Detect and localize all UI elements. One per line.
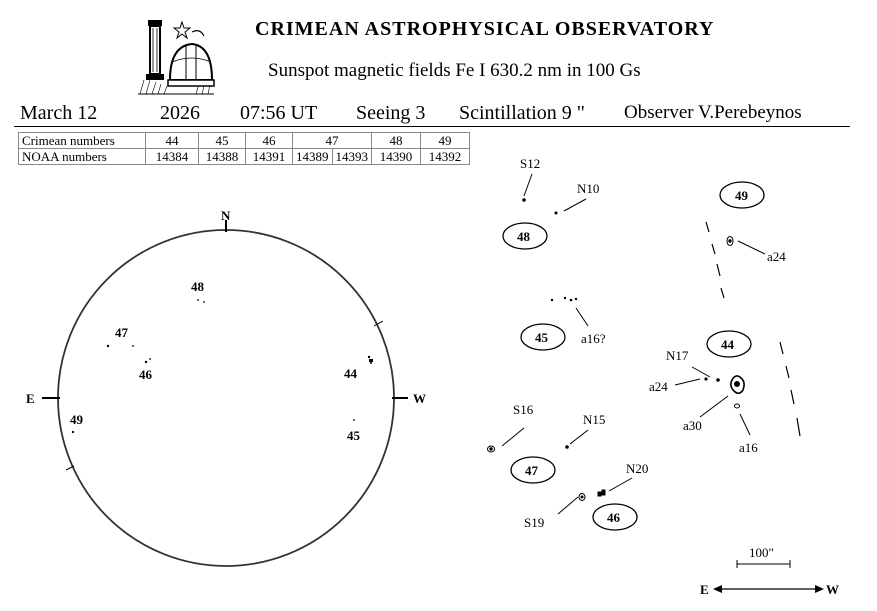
observation-year: 2026 [160, 102, 200, 124]
ew-west-label: W [826, 582, 839, 597]
disk-region-label: 46 [139, 367, 152, 382]
disk-region-label: 48 [191, 279, 204, 294]
spot-label: S16 [513, 402, 534, 417]
crimean-number: 48 [372, 133, 421, 149]
east-label: E [26, 391, 35, 406]
east-west-arrow [700, 582, 839, 597]
page-subtitle: Sunspot magnetic fields Fe I 630.2 nm in 100 Gs [268, 60, 641, 81]
spot-label: a16 [739, 440, 758, 455]
region-circle-label: 45 [535, 330, 548, 345]
noaa-number: 14389 [293, 149, 333, 165]
observation-time: 07:56 UT [240, 102, 318, 124]
crimean-label: Crimean numbers [19, 133, 146, 149]
noaa-number: 14384 [146, 149, 199, 165]
observer-name: Observer V.Perebeynos [624, 102, 802, 123]
crimean-number: 49 [421, 133, 470, 149]
observation-date: March 12 [20, 102, 98, 124]
region-circle-label: 44 [721, 337, 734, 352]
disk-region-label: 45 [347, 428, 360, 443]
region-circle-label: 48 [517, 229, 530, 244]
solar-limb [58, 230, 394, 566]
spot-label: N15 [583, 412, 606, 427]
spot-label: S12 [520, 156, 541, 171]
crimean-number: 47 [293, 133, 372, 149]
spot-label: a24 [649, 379, 668, 394]
page-title: CRIMEAN ASTROPHYSICAL OBSERVATORY [255, 18, 715, 40]
region-circle-label: 46 [607, 510, 620, 525]
spot-label: N17 [666, 348, 689, 363]
spot-label: N20 [626, 461, 649, 476]
spot-label: S19 [524, 515, 545, 530]
noaa-label: NOAA numbers [19, 149, 146, 165]
crimean-number: 46 [246, 133, 293, 149]
region-detail-panel [488, 156, 840, 597]
ew-east-label: E [700, 582, 709, 597]
scale-bar [737, 545, 790, 568]
disk-spots [72, 299, 373, 433]
scale-bar-label: 100" [749, 545, 774, 560]
region-circle-label: 49 [735, 188, 748, 203]
solar-disk [26, 208, 426, 566]
disk-region-label: 44 [344, 366, 357, 381]
crimean-number: 45 [199, 133, 246, 149]
spot-label: a16? [581, 331, 606, 346]
disk-region-label: 49 [70, 412, 83, 427]
crimean-number: 44 [146, 133, 199, 149]
spot-label: a30 [683, 418, 702, 433]
noaa-number: 14393 [332, 149, 372, 165]
north-label: N [221, 208, 231, 223]
scintillation-value: Scintillation 9 " [459, 102, 585, 124]
noaa-number: 14388 [199, 149, 246, 165]
region-circle-label: 47 [525, 463, 538, 478]
noaa-number: 14391 [246, 149, 293, 165]
disk-region-label: 47 [115, 325, 128, 340]
noaa-number: 14390 [372, 149, 421, 165]
limb-marks [706, 222, 800, 436]
noaa-number: 14392 [421, 149, 470, 165]
seeing-value: Seeing 3 [356, 102, 426, 124]
spot-label: N10 [577, 181, 600, 196]
west-label: W [413, 391, 426, 406]
spot-label: a24 [767, 249, 786, 264]
